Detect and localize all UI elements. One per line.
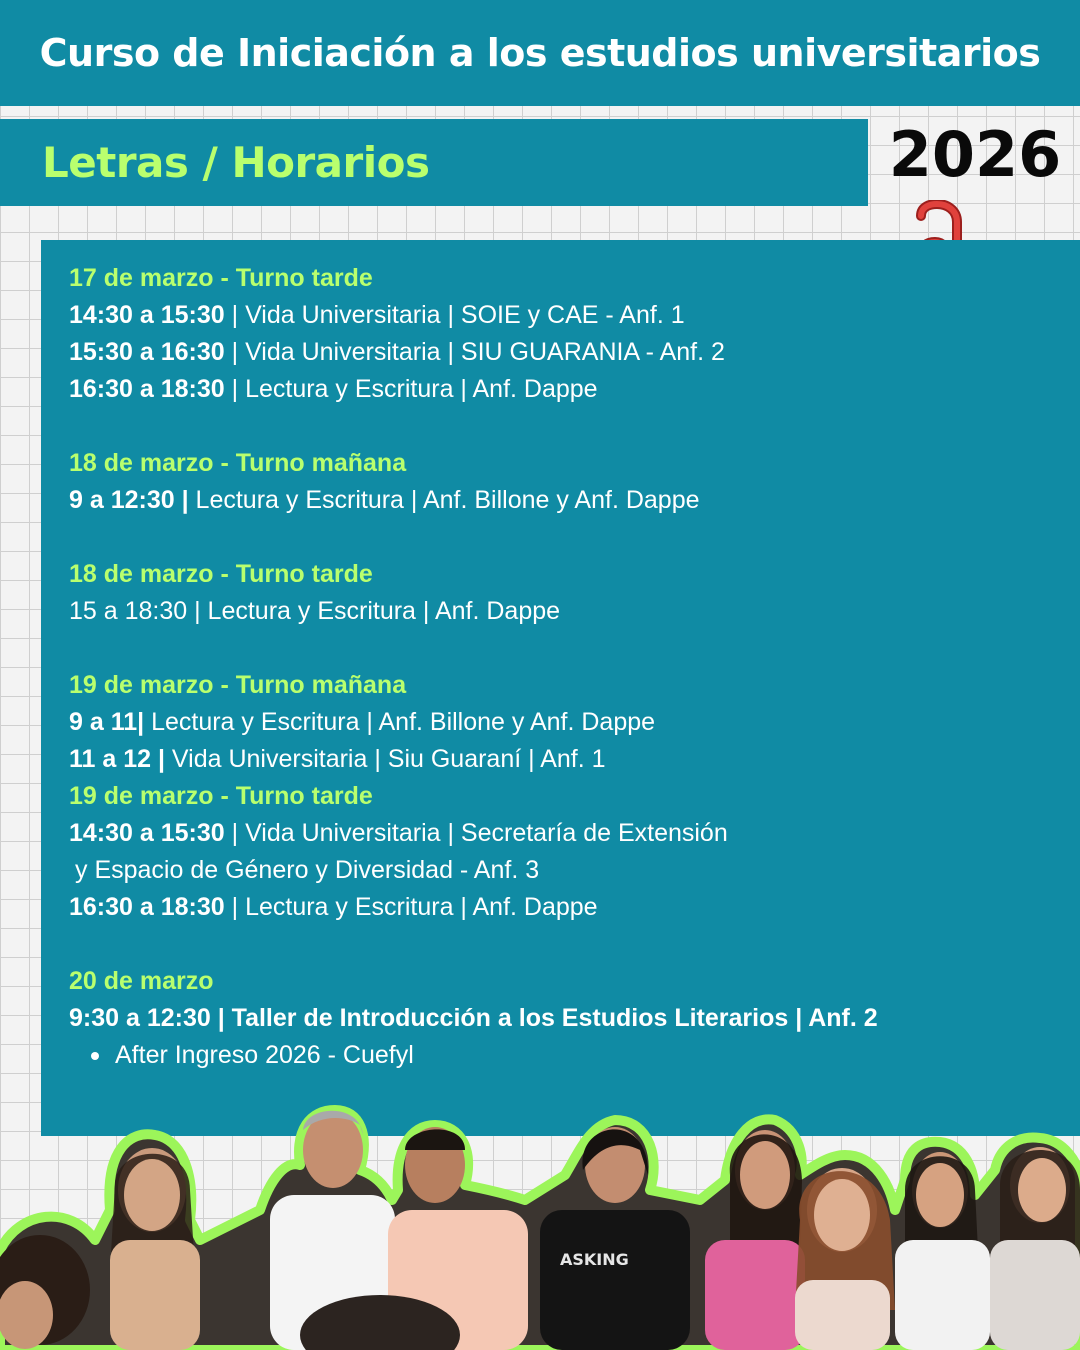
schedule-line [69,889,909,926]
session-info: | Vida Universitaria | SIU GUARANIA - Anf. 2 [224,338,725,366]
time-range: 11 a 12 | [69,745,165,773]
day-heading: 17 de marzo - Turno tarde [69,264,373,292]
time-range: 16:30 a 18:30 [69,893,225,921]
session-info: Vida Universitaria | Siu Guaraní | Anf. 1 [164,745,606,773]
session-info: | Lectura y Escritura | Anf. Dappe [224,893,598,921]
session-info: 15 a 18:30 | Lectura y Escritura | Anf. Dappe [69,597,561,625]
schedule-panel [41,240,1080,1136]
session-info: y Espacio de Género y Diversidad - Anf. 3 [75,856,540,884]
schedule-line [69,334,909,371]
svg-text:ASKING: ASKING [560,1250,629,1269]
students-photo [0,1090,1080,1350]
day-block [69,667,909,778]
year-label: 2026 [888,118,1062,191]
schedule-line [69,297,909,334]
day-block [69,260,909,408]
schedule-line [69,482,909,519]
day-heading: 19 de marzo - Turno tarde [69,782,373,810]
session-info: | Vida Universitaria | Secretaría de Extensión [224,819,728,847]
day-block [69,445,909,519]
session-info: Lectura y Escritura | Anf. Billone y Anf. Dappe [188,486,700,514]
bullet-item [69,1037,909,1074]
subtitle: Letras / Horarios [42,138,430,187]
subtitle-bar [0,119,868,206]
day-heading: 19 de marzo - Turno mañana [69,671,407,699]
schedule-line [69,741,909,778]
day-block [69,778,909,926]
schedule-list [69,260,909,1111]
day-block [69,556,909,630]
session-info: | Lectura y Escritura | Anf. Dappe [224,375,598,403]
day-block [69,963,909,1074]
time-range: 14:30 a 15:30 [69,301,225,329]
day-heading: 20 de marzo [69,967,214,995]
time-range: 9:30 a 12:30 | Taller de Introducción a los Estudios Literarios | Anf. 2 [69,1004,878,1032]
session-info: | Vida Universitaria | SOIE y CAE - Anf. 1 [224,301,685,329]
day-heading: 18 de marzo - Turno mañana [69,449,407,477]
day-heading: 18 de marzo - Turno tarde [69,560,373,588]
bullet-text: After Ingreso 2026 - Cuefyl [115,1041,414,1069]
schedule-line [69,1000,909,1037]
schedule-line [69,371,909,408]
schedule-line [69,593,909,630]
schedule-line [69,852,909,889]
time-range: 15:30 a 16:30 [69,338,225,366]
schedule-line [69,815,909,852]
time-range: 14:30 a 15:30 [69,819,225,847]
page-title: Curso de Iniciación a los estudios universitarios [39,31,1041,75]
header-banner [0,0,1080,106]
session-info: Lectura y Escritura | Anf. Billone y Anf. Dappe [144,708,656,736]
time-range: 9 a 12:30 | [69,486,189,514]
time-range: 16:30 a 18:30 [69,375,225,403]
time-range: 9 a 11| [69,708,145,736]
bullet-icon [91,1052,99,1060]
schedule-line [69,704,909,741]
